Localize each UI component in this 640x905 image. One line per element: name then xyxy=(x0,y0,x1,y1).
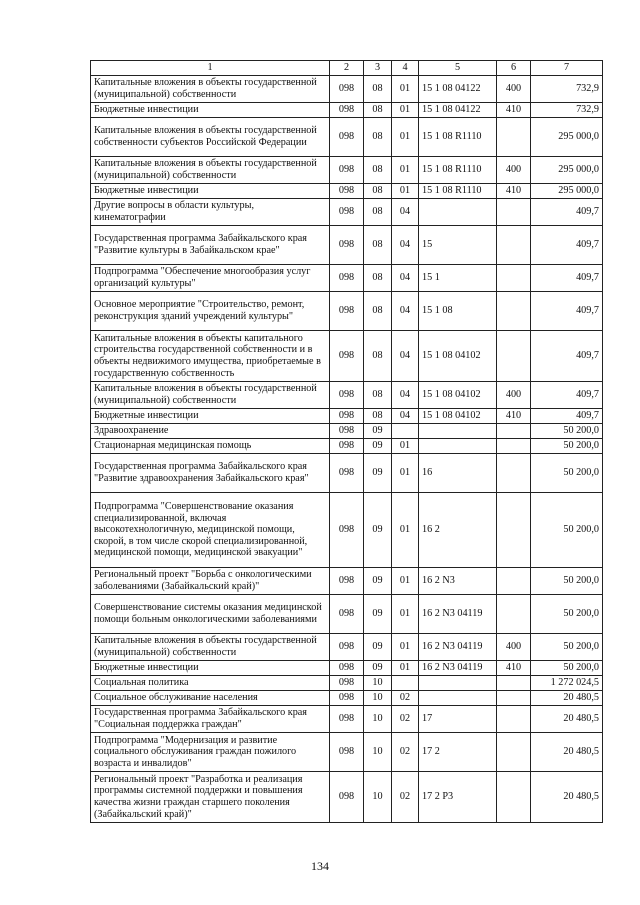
row-expense-type-cell xyxy=(497,265,531,292)
row-admin-code-cell: 098 xyxy=(330,118,364,157)
budget-table xyxy=(90,60,603,823)
row-target-article-cell: 16 2 N3 04119 xyxy=(419,634,497,661)
row-target-article-cell: 15 xyxy=(419,226,497,265)
row-section-cell: 08 xyxy=(364,382,392,409)
header-cell-2: 2 xyxy=(330,61,364,76)
row-section-cell: 09 xyxy=(364,595,392,634)
row-admin-code-cell: 098 xyxy=(330,292,364,331)
row-target-article-cell: 17 2 xyxy=(419,733,497,772)
header-row xyxy=(91,61,603,76)
row-expense-type-cell: 400 xyxy=(497,634,531,661)
row-name-cell: Здравоохранение xyxy=(91,424,330,439)
row-target-article-cell: 17 xyxy=(419,706,497,733)
row-expense-type-cell xyxy=(497,226,531,265)
row-target-article-cell xyxy=(419,676,497,691)
row-name-cell: Социальное обслуживание населения xyxy=(91,691,330,706)
header-cell-1: 1 xyxy=(91,61,330,76)
row-amount-cell: 409,7 xyxy=(531,382,603,409)
row-target-article-cell: 15 1 08 R1110 xyxy=(419,184,497,199)
row-amount-cell: 295 000,0 xyxy=(531,184,603,199)
row-admin-code-cell: 098 xyxy=(330,454,364,493)
table-row xyxy=(91,199,603,226)
row-name-cell: Государственная программа Забайкальского края "Развитие культуры в Забайкальском крае" xyxy=(91,226,330,265)
table-row xyxy=(91,76,603,103)
row-name-cell: Основное мероприятие "Строительство, ремонт, реконструкция зданий учреждений культуры" xyxy=(91,292,330,331)
row-expense-type-cell xyxy=(497,676,531,691)
table-row xyxy=(91,691,603,706)
row-target-article-cell: 15 1 08 04122 xyxy=(419,76,497,103)
row-name-cell: Подпрограмма "Обеспечение многообразия услуг организаций культуры" xyxy=(91,265,330,292)
row-admin-code-cell: 098 xyxy=(330,733,364,772)
row-subsection-cell: 04 xyxy=(392,331,419,382)
row-name-cell: Бюджетные инвестиции xyxy=(91,409,330,424)
page-number: 134 xyxy=(311,859,329,873)
row-subsection-cell: 04 xyxy=(392,265,419,292)
row-subsection-cell: 01 xyxy=(392,184,419,199)
row-subsection-cell: 01 xyxy=(392,157,419,184)
row-expense-type-cell: 410 xyxy=(497,661,531,676)
row-name-cell: Бюджетные инвестиции xyxy=(91,184,330,199)
table-row xyxy=(91,331,603,382)
row-amount-cell: 1 272 024,5 xyxy=(531,676,603,691)
row-admin-code-cell: 098 xyxy=(330,184,364,199)
row-amount-cell: 20 480,5 xyxy=(531,706,603,733)
table-row xyxy=(91,772,603,823)
table-row xyxy=(91,265,603,292)
row-name-cell: Региональный проект "Разработка и реализация программы системной поддержки и повышения качества жизни граждан старшего поколения (Забайкальский край)" xyxy=(91,772,330,823)
row-target-article-cell: 15 1 08 R1110 xyxy=(419,157,497,184)
table-row xyxy=(91,118,603,157)
row-section-cell: 10 xyxy=(364,772,392,823)
row-amount-cell: 50 200,0 xyxy=(531,424,603,439)
row-section-cell: 08 xyxy=(364,199,392,226)
row-target-article-cell: 16 2 N3 xyxy=(419,568,497,595)
row-amount-cell: 20 480,5 xyxy=(531,691,603,706)
table-row xyxy=(91,409,603,424)
row-subsection-cell: 01 xyxy=(392,661,419,676)
header-cell-3: 3 xyxy=(364,61,392,76)
row-section-cell: 09 xyxy=(364,439,392,454)
row-name-cell: Стационарная медицинская помощь xyxy=(91,439,330,454)
row-admin-code-cell: 098 xyxy=(330,331,364,382)
row-admin-code-cell: 098 xyxy=(330,409,364,424)
table-row xyxy=(91,568,603,595)
row-section-cell: 09 xyxy=(364,568,392,595)
row-target-article-cell: 15 1 xyxy=(419,265,497,292)
row-section-cell: 08 xyxy=(364,103,392,118)
row-section-cell: 08 xyxy=(364,226,392,265)
row-section-cell: 08 xyxy=(364,157,392,184)
header-cell-6: 6 xyxy=(497,61,531,76)
row-section-cell: 09 xyxy=(364,424,392,439)
row-subsection-cell: 01 xyxy=(392,118,419,157)
table-row xyxy=(91,493,603,568)
row-target-article-cell: 17 2 P3 xyxy=(419,772,497,823)
header-cell-4: 4 xyxy=(392,61,419,76)
row-expense-type-cell: 410 xyxy=(497,184,531,199)
row-expense-type-cell xyxy=(497,331,531,382)
table-row xyxy=(91,184,603,199)
row-section-cell: 08 xyxy=(364,184,392,199)
row-target-article-cell: 15 1 08 xyxy=(419,292,497,331)
row-subsection-cell xyxy=(392,424,419,439)
row-target-article-cell: 16 xyxy=(419,454,497,493)
row-section-cell: 08 xyxy=(364,265,392,292)
row-amount-cell: 295 000,0 xyxy=(531,157,603,184)
table-row xyxy=(91,706,603,733)
row-subsection-cell: 01 xyxy=(392,568,419,595)
row-target-article-cell: 15 1 08 04102 xyxy=(419,331,497,382)
row-expense-type-cell xyxy=(497,493,531,568)
row-admin-code-cell: 098 xyxy=(330,439,364,454)
header-cell-5: 5 xyxy=(419,61,497,76)
row-expense-type-cell xyxy=(497,424,531,439)
row-amount-cell: 20 480,5 xyxy=(531,772,603,823)
table-row xyxy=(91,226,603,265)
row-subsection-cell: 01 xyxy=(392,439,419,454)
row-target-article-cell: 16 2 N3 04119 xyxy=(419,595,497,634)
row-expense-type-cell: 400 xyxy=(497,76,531,103)
row-target-article-cell: 15 1 08 R1110 xyxy=(419,118,497,157)
row-name-cell: Капитальные вложения в объекты государственной собственности субъектов Российской Федерации xyxy=(91,118,330,157)
row-amount-cell: 732,9 xyxy=(531,76,603,103)
table-row xyxy=(91,439,603,454)
row-name-cell: Социальная политика xyxy=(91,676,330,691)
row-admin-code-cell: 098 xyxy=(330,157,364,184)
row-subsection-cell: 04 xyxy=(392,409,419,424)
row-admin-code-cell: 098 xyxy=(330,676,364,691)
row-expense-type-cell: 410 xyxy=(497,103,531,118)
row-expense-type-cell xyxy=(497,733,531,772)
row-name-cell: Другие вопросы в области культуры, кинематографии xyxy=(91,199,330,226)
table-row xyxy=(91,661,603,676)
row-subsection-cell: 01 xyxy=(392,493,419,568)
row-name-cell: Капитальные вложения в объекты государственной (муниципальной) собственности xyxy=(91,382,330,409)
table-row xyxy=(91,157,603,184)
row-name-cell: Подпрограмма "Совершенствование оказания специализированной, включая высокотехнологичную, медицинской помощи, скорой, в том числе скорой специализированной, медицинской помощи, медицинской эвакуации" xyxy=(91,493,330,568)
row-target-article-cell: 16 2 xyxy=(419,493,497,568)
row-amount-cell: 409,7 xyxy=(531,199,603,226)
row-name-cell: Бюджетные инвестиции xyxy=(91,661,330,676)
table-row xyxy=(91,382,603,409)
row-amount-cell: 732,9 xyxy=(531,103,603,118)
row-name-cell: Подпрограмма "Модернизация и развитие социального обслуживания граждан пожилого возраста и инвалидов" xyxy=(91,733,330,772)
row-admin-code-cell: 098 xyxy=(330,199,364,226)
row-admin-code-cell: 098 xyxy=(330,76,364,103)
row-admin-code-cell: 098 xyxy=(330,595,364,634)
row-subsection-cell xyxy=(392,676,419,691)
header-cell-7: 7 xyxy=(531,61,603,76)
row-admin-code-cell: 098 xyxy=(330,493,364,568)
row-amount-cell: 20 480,5 xyxy=(531,733,603,772)
row-name-cell: Региональный проект "Борьба с онкологическими заболеваниями (Забайкальский край)" xyxy=(91,568,330,595)
row-target-article-cell: 15 1 08 04102 xyxy=(419,409,497,424)
row-section-cell: 09 xyxy=(364,493,392,568)
row-subsection-cell: 02 xyxy=(392,691,419,706)
row-section-cell: 09 xyxy=(364,454,392,493)
row-amount-cell: 409,7 xyxy=(531,292,603,331)
row-name-cell: Бюджетные инвестиции xyxy=(91,103,330,118)
row-amount-cell: 50 200,0 xyxy=(531,493,603,568)
row-expense-type-cell: 400 xyxy=(497,157,531,184)
row-target-article-cell xyxy=(419,424,497,439)
row-section-cell: 08 xyxy=(364,331,392,382)
row-admin-code-cell: 098 xyxy=(330,691,364,706)
row-expense-type-cell xyxy=(497,118,531,157)
row-target-article-cell: 15 1 08 04122 xyxy=(419,103,497,118)
row-subsection-cell: 01 xyxy=(392,595,419,634)
row-amount-cell: 50 200,0 xyxy=(531,439,603,454)
row-name-cell: Капитальные вложения в объекты капитального строительства государственной собственности и в объекты недвижимого имущества, приобретаемые в государственную собственность xyxy=(91,331,330,382)
row-admin-code-cell: 098 xyxy=(330,382,364,409)
row-admin-code-cell: 098 xyxy=(330,772,364,823)
row-name-cell: Совершенствование системы оказания медицинской помощи больным онкологическими заболеваниями xyxy=(91,595,330,634)
row-amount-cell: 409,7 xyxy=(531,409,603,424)
row-amount-cell: 50 200,0 xyxy=(531,595,603,634)
row-expense-type-cell xyxy=(497,439,531,454)
row-section-cell: 09 xyxy=(364,661,392,676)
row-expense-type-cell: 410 xyxy=(497,409,531,424)
row-target-article-cell xyxy=(419,691,497,706)
row-expense-type-cell: 400 xyxy=(497,382,531,409)
row-subsection-cell: 01 xyxy=(392,454,419,493)
row-amount-cell: 409,7 xyxy=(531,265,603,292)
table-row xyxy=(91,424,603,439)
row-admin-code-cell: 098 xyxy=(330,634,364,661)
row-name-cell: Капитальные вложения в объекты государственной (муниципальной) собственности xyxy=(91,76,330,103)
row-subsection-cell: 04 xyxy=(392,382,419,409)
row-amount-cell: 50 200,0 xyxy=(531,568,603,595)
row-subsection-cell: 04 xyxy=(392,292,419,331)
row-admin-code-cell: 098 xyxy=(330,226,364,265)
row-expense-type-cell xyxy=(497,691,531,706)
row-amount-cell: 295 000,0 xyxy=(531,118,603,157)
row-expense-type-cell xyxy=(497,199,531,226)
row-amount-cell: 409,7 xyxy=(531,226,603,265)
row-section-cell: 10 xyxy=(364,706,392,733)
row-amount-cell: 50 200,0 xyxy=(531,661,603,676)
row-expense-type-cell xyxy=(497,595,531,634)
table-row xyxy=(91,733,603,772)
row-expense-type-cell xyxy=(497,454,531,493)
row-section-cell: 08 xyxy=(364,409,392,424)
table-row xyxy=(91,103,603,118)
row-section-cell: 10 xyxy=(364,676,392,691)
row-target-article-cell: 15 1 08 04102 xyxy=(419,382,497,409)
row-subsection-cell: 01 xyxy=(392,76,419,103)
row-section-cell: 08 xyxy=(364,292,392,331)
row-target-article-cell xyxy=(419,199,497,226)
row-section-cell: 08 xyxy=(364,76,392,103)
row-name-cell: Государственная программа Забайкальского края "Социальная поддержка граждан" xyxy=(91,706,330,733)
table-row xyxy=(91,292,603,331)
row-admin-code-cell: 098 xyxy=(330,265,364,292)
row-subsection-cell: 02 xyxy=(392,772,419,823)
row-section-cell: 08 xyxy=(364,118,392,157)
row-admin-code-cell: 098 xyxy=(330,706,364,733)
row-amount-cell: 50 200,0 xyxy=(531,634,603,661)
row-expense-type-cell xyxy=(497,568,531,595)
row-section-cell: 09 xyxy=(364,634,392,661)
row-admin-code-cell: 098 xyxy=(330,661,364,676)
row-admin-code-cell: 098 xyxy=(330,103,364,118)
row-target-article-cell xyxy=(419,439,497,454)
row-section-cell: 10 xyxy=(364,691,392,706)
row-expense-type-cell xyxy=(497,292,531,331)
row-subsection-cell: 02 xyxy=(392,706,419,733)
row-subsection-cell: 04 xyxy=(392,199,419,226)
row-name-cell: Капитальные вложения в объекты государственной (муниципальной) собственности xyxy=(91,157,330,184)
row-section-cell: 10 xyxy=(364,733,392,772)
table-row xyxy=(91,676,603,691)
row-subsection-cell: 01 xyxy=(392,634,419,661)
row-expense-type-cell xyxy=(497,706,531,733)
row-admin-code-cell: 098 xyxy=(330,568,364,595)
row-amount-cell: 409,7 xyxy=(531,331,603,382)
row-name-cell: Капитальные вложения в объекты государственной (муниципальной) собственности xyxy=(91,634,330,661)
table-row xyxy=(91,454,603,493)
row-expense-type-cell xyxy=(497,772,531,823)
table-row xyxy=(91,634,603,661)
table-row xyxy=(91,595,603,634)
row-subsection-cell: 04 xyxy=(392,226,419,265)
row-amount-cell: 50 200,0 xyxy=(531,454,603,493)
row-admin-code-cell: 098 xyxy=(330,424,364,439)
row-subsection-cell: 02 xyxy=(392,733,419,772)
row-name-cell: Государственная программа Забайкальского края "Развитие здравоохранения Забайкальского края" xyxy=(91,454,330,493)
row-target-article-cell: 16 2 N3 04119 xyxy=(419,661,497,676)
row-subsection-cell: 01 xyxy=(392,103,419,118)
